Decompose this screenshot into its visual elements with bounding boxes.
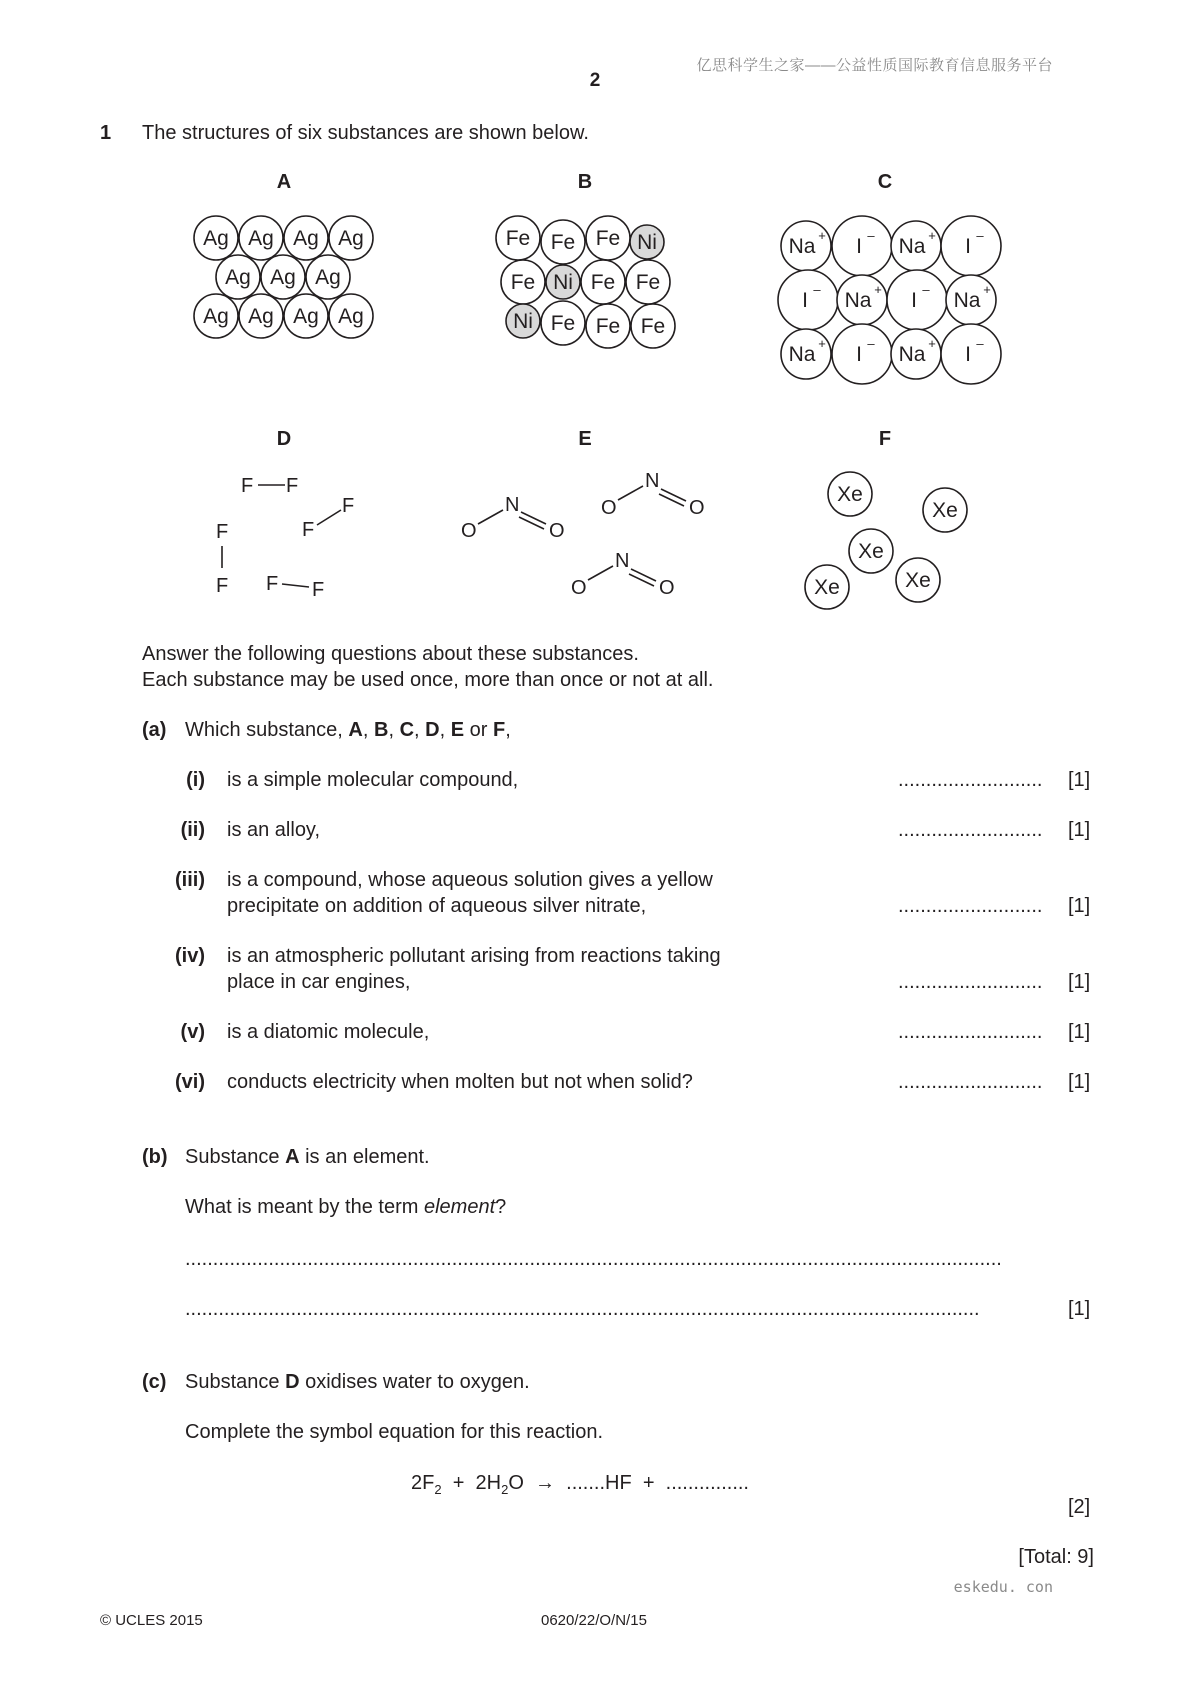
instructions-line-1: Answer the following questions about these substances.: [142, 643, 639, 665]
svg-text:+: +: [874, 282, 882, 297]
molecule-f2: [216, 521, 228, 597]
svg-text:N: N: [645, 470, 660, 492]
svg-text:Ag: Ag: [270, 266, 296, 289]
option-c: C: [399, 719, 415, 741]
svg-text:+: +: [818, 228, 826, 243]
eq-reactant-1: 2F: [411, 1472, 435, 1494]
part-a-stem: [185, 719, 511, 742]
svg-text:Na: Na: [788, 235, 816, 258]
svg-text:F: F: [216, 521, 229, 543]
item-iii-text-line2: precipitate on addition of aqueous silver nitrate,: [227, 895, 647, 917]
item-iv-marks: [1]: [1068, 971, 1091, 993]
svg-text:Xe: Xe: [814, 576, 840, 599]
item-i-marks: [1]: [1068, 769, 1091, 791]
atom-ni: [506, 304, 540, 338]
item-vi-number: (vi): [175, 1071, 205, 1093]
item-iv-answer-line[interactable]: ..........................: [898, 971, 1043, 993]
svg-text:O: O: [659, 577, 675, 599]
item-v-answer-line[interactable]: ..........................: [898, 1021, 1043, 1043]
svg-text:I: I: [965, 343, 971, 366]
svg-text:–: –: [976, 228, 984, 243]
svg-text:Ag: Ag: [248, 227, 274, 250]
separator: ,: [439, 719, 451, 741]
atom-xe: [805, 565, 849, 609]
atom-fe: [541, 220, 585, 264]
svg-text:I: I: [856, 235, 862, 258]
molecule-no2: [571, 550, 675, 599]
atom-ag: [329, 294, 373, 338]
eq-reactant-2-end: O: [508, 1472, 524, 1494]
option-b: B: [374, 719, 389, 741]
svg-text:O: O: [461, 520, 477, 542]
svg-text:Fe: Fe: [550, 312, 576, 335]
atom-ag: [194, 294, 238, 338]
svg-text:Ag: Ag: [338, 227, 364, 250]
atom-fe: [541, 301, 585, 345]
watermark-top: 亿思科学生之家——公益性质国际教育信息服务平台: [696, 57, 1053, 74]
symbol-equation: [411, 1472, 749, 1497]
svg-text:Ni: Ni: [553, 271, 573, 294]
stem-bold: A: [285, 1146, 300, 1168]
svg-text:–: –: [813, 282, 821, 297]
atom-ag: [239, 294, 283, 338]
svg-text:I: I: [911, 289, 917, 312]
part-b-label: (b): [142, 1146, 168, 1168]
svg-text:Fe: Fe: [510, 271, 536, 294]
structure-F-xenon: [805, 472, 967, 609]
question-pre: What is meant by the term: [185, 1196, 424, 1218]
svg-text:Xe: Xe: [858, 540, 884, 563]
atom-xe: [828, 472, 872, 516]
structure-A-silver-lattice: [194, 216, 373, 338]
svg-text:Ag: Ag: [225, 266, 251, 289]
svg-text:F: F: [286, 475, 299, 497]
item-v-marks: [1]: [1068, 1021, 1091, 1043]
svg-text:Xe: Xe: [905, 569, 931, 592]
svg-text:–: –: [976, 336, 984, 351]
watermark-bottom: eskedu. con: [953, 1578, 1053, 1596]
item-iv-text-line2: place in car engines,: [227, 971, 411, 993]
item-iii-number: (iii): [175, 869, 205, 891]
molecule-no2: [461, 494, 565, 542]
atom-fe: [586, 216, 630, 260]
atom-fe: [631, 304, 675, 348]
atom-ag: [216, 255, 260, 299]
svg-text:Na: Na: [788, 343, 816, 366]
part-a-label: (a): [142, 719, 167, 741]
atom-fe: [496, 216, 540, 260]
atom-xe: [896, 558, 940, 602]
separator: ,: [414, 719, 426, 741]
label-D: D: [276, 428, 292, 450]
item-iv-text-line1: is an atmospheric pollutant arising from reactions taking: [227, 945, 721, 967]
atom-ag: [329, 216, 373, 260]
svg-text:–: –: [867, 228, 875, 243]
part-b-answer-line-2[interactable]: ...............................................................................................................................................: [185, 1298, 980, 1320]
option-f: F: [492, 719, 506, 741]
molecule-f2: [266, 573, 324, 601]
total-marks: [Total: 9]: [1018, 1546, 1094, 1568]
label-A: A: [276, 171, 292, 193]
atom-fe: [586, 304, 630, 348]
svg-text:Fe: Fe: [640, 315, 666, 338]
eq-product-2-blank[interactable]: ...............: [665, 1472, 749, 1494]
item-v-text: is a diatomic molecule,: [227, 1021, 430, 1043]
svg-text:+: +: [928, 228, 936, 243]
footer-copyright: © UCLES 2015: [100, 1612, 203, 1629]
separator: ,: [362, 719, 374, 741]
part-b-question: [185, 1196, 506, 1219]
item-i-number: (i): [186, 769, 205, 791]
eq-reactant-2: 2H: [475, 1472, 502, 1494]
option-d: D: [425, 719, 440, 741]
svg-text:F: F: [302, 519, 315, 541]
item-v-number: (v): [180, 1021, 205, 1043]
atom-fe: [626, 260, 670, 304]
footer-paper-code: 0620/22/O/N/15: [541, 1612, 647, 1629]
item-iii-answer-line[interactable]: ..........................: [898, 895, 1043, 917]
structure-C-ionic-lattice: [778, 216, 1001, 384]
atom-fe: [501, 260, 545, 304]
svg-text:+: +: [818, 336, 826, 351]
ion-na: [946, 275, 996, 325]
svg-text:Na: Na: [898, 343, 926, 366]
ion-na: [891, 221, 941, 271]
eq-subscript-1: 2: [434, 1482, 442, 1497]
label-F: F: [878, 428, 892, 450]
molecule-f2: [241, 475, 298, 497]
item-ii-marks: [1]: [1068, 819, 1091, 841]
svg-text:Ag: Ag: [293, 305, 319, 328]
svg-text:N: N: [505, 494, 520, 516]
stem-bold: D: [285, 1371, 300, 1393]
svg-text:O: O: [571, 577, 587, 599]
item-iii-marks: [1]: [1068, 895, 1091, 917]
ion-i: [941, 324, 1001, 384]
molecule-no2: [601, 470, 705, 519]
ion-i: [778, 270, 838, 330]
part-b-answer-line-1[interactable]: ...................................................................................................................................................: [185, 1248, 1002, 1270]
atom-ni: [630, 225, 664, 259]
svg-text:Xe: Xe: [837, 483, 863, 506]
stem-post: is an element.: [299, 1146, 430, 1168]
svg-text:Na: Na: [898, 235, 926, 258]
item-ii-answer-line[interactable]: ..........................: [898, 819, 1043, 841]
svg-text:–: –: [922, 282, 930, 297]
svg-text:F: F: [312, 579, 325, 601]
atom-ag: [306, 255, 350, 299]
eq-arrow: →: [535, 1472, 556, 1494]
svg-text:F: F: [241, 475, 254, 497]
part-c-stem: [185, 1371, 530, 1394]
ion-i: [832, 216, 892, 276]
page-number: 2: [589, 70, 601, 91]
svg-text:F: F: [342, 495, 355, 517]
stem-prefix: Which substance,: [185, 719, 349, 741]
eq-plus-2: +: [642, 1472, 655, 1494]
structure-B-alloy: [496, 216, 675, 348]
part-c-marks: [2]: [1068, 1496, 1091, 1518]
part-c-instruction: Complete the symbol equation for this reaction.: [185, 1421, 603, 1443]
svg-text:I: I: [965, 235, 971, 258]
option-e: E: [450, 719, 465, 741]
svg-text:Xe: Xe: [932, 499, 958, 522]
svg-text:+: +: [983, 282, 991, 297]
part-c-label: (c): [142, 1371, 167, 1393]
ion-na: [891, 329, 941, 379]
structure-D-fluorine: [216, 475, 354, 601]
svg-text:Na: Na: [844, 289, 872, 312]
atom-ag: [261, 255, 305, 299]
ion-i: [832, 324, 892, 384]
svg-text:Ag: Ag: [338, 305, 364, 328]
item-iii-text-line1: is a compound, whose aqueous solution gives a yellow: [227, 869, 713, 891]
question-intro: The structures of six substances are shown below.: [142, 122, 589, 144]
svg-text:I: I: [802, 289, 808, 312]
atom-ag: [194, 216, 238, 260]
atom-xe: [923, 488, 967, 532]
eq-plus-1: +: [452, 1472, 465, 1494]
item-ii-text: is an alloy,: [227, 819, 321, 841]
atom-xe: [849, 529, 893, 573]
atom-fe: [581, 260, 625, 304]
svg-text:Ni: Ni: [637, 231, 657, 254]
svg-text:Ag: Ag: [203, 305, 229, 328]
structures-diagram: [0, 0, 1190, 640]
ion-na: [781, 329, 831, 379]
separator: ,: [388, 719, 400, 741]
svg-text:Ag: Ag: [315, 266, 341, 289]
svg-text:Fe: Fe: [590, 271, 616, 294]
svg-text:O: O: [689, 497, 705, 519]
structure-E-nitrogen-dioxide: [461, 470, 705, 599]
instructions-line-2: Each substance may be used once, more than once or not at all.: [142, 669, 714, 691]
stem-suffix: ,: [505, 719, 511, 741]
question-number: 1: [100, 122, 112, 144]
stem-post: oxidises water to oxygen.: [299, 1371, 530, 1393]
svg-text:Ag: Ag: [203, 227, 229, 250]
svg-text:Na: Na: [953, 289, 981, 312]
ion-i: [941, 216, 1001, 276]
svg-text:F: F: [266, 573, 279, 595]
label-C: C: [877, 171, 893, 193]
item-iv-number: (iv): [175, 945, 205, 967]
label-B: B: [577, 171, 593, 193]
item-vi-answer-line[interactable]: ..........................: [898, 1071, 1043, 1093]
svg-text:O: O: [549, 520, 565, 542]
stem-pre: Substance: [185, 1146, 286, 1168]
svg-text:–: –: [867, 336, 875, 351]
svg-text:Fe: Fe: [595, 227, 621, 250]
ion-na: [781, 221, 831, 271]
eq-product-1-blank[interactable]: .......HF: [566, 1472, 632, 1494]
svg-text:Ag: Ag: [293, 227, 319, 250]
option-a: A: [348, 719, 363, 741]
svg-text:+: +: [928, 336, 936, 351]
part-b-marks: [1]: [1068, 1298, 1091, 1320]
item-i-text: is a simple molecular compound,: [227, 769, 519, 791]
atom-ag: [284, 294, 328, 338]
part-b-stem: [185, 1146, 430, 1169]
eq-subscript-2: 2: [501, 1482, 509, 1497]
item-ii-number: (ii): [180, 819, 205, 841]
ion-i: [887, 270, 947, 330]
svg-text:O: O: [601, 497, 617, 519]
svg-text:Ag: Ag: [248, 305, 274, 328]
svg-text:N: N: [615, 550, 630, 572]
svg-text:Fe: Fe: [505, 227, 531, 250]
question-post: ?: [495, 1196, 507, 1218]
question-italic: element: [423, 1196, 496, 1218]
svg-text:Fe: Fe: [635, 271, 661, 294]
atom-ag: [239, 216, 283, 260]
item-i-answer-line[interactable]: ..........................: [898, 769, 1043, 791]
stem-pre: Substance: [185, 1371, 286, 1393]
svg-text:Fe: Fe: [595, 315, 621, 338]
svg-text:F: F: [216, 575, 229, 597]
molecule-f2: [302, 495, 354, 541]
atom-ag: [284, 216, 328, 260]
ion-na: [837, 275, 887, 325]
or-word: or: [464, 719, 493, 741]
item-vi-text: conducts electricity when molten but not when solid?: [227, 1071, 693, 1093]
svg-text:I: I: [856, 343, 862, 366]
item-vi-marks: [1]: [1068, 1071, 1091, 1093]
svg-text:Ni: Ni: [513, 310, 533, 333]
label-E: E: [578, 428, 592, 450]
atom-ni: [546, 265, 580, 299]
svg-text:Fe: Fe: [550, 231, 576, 254]
